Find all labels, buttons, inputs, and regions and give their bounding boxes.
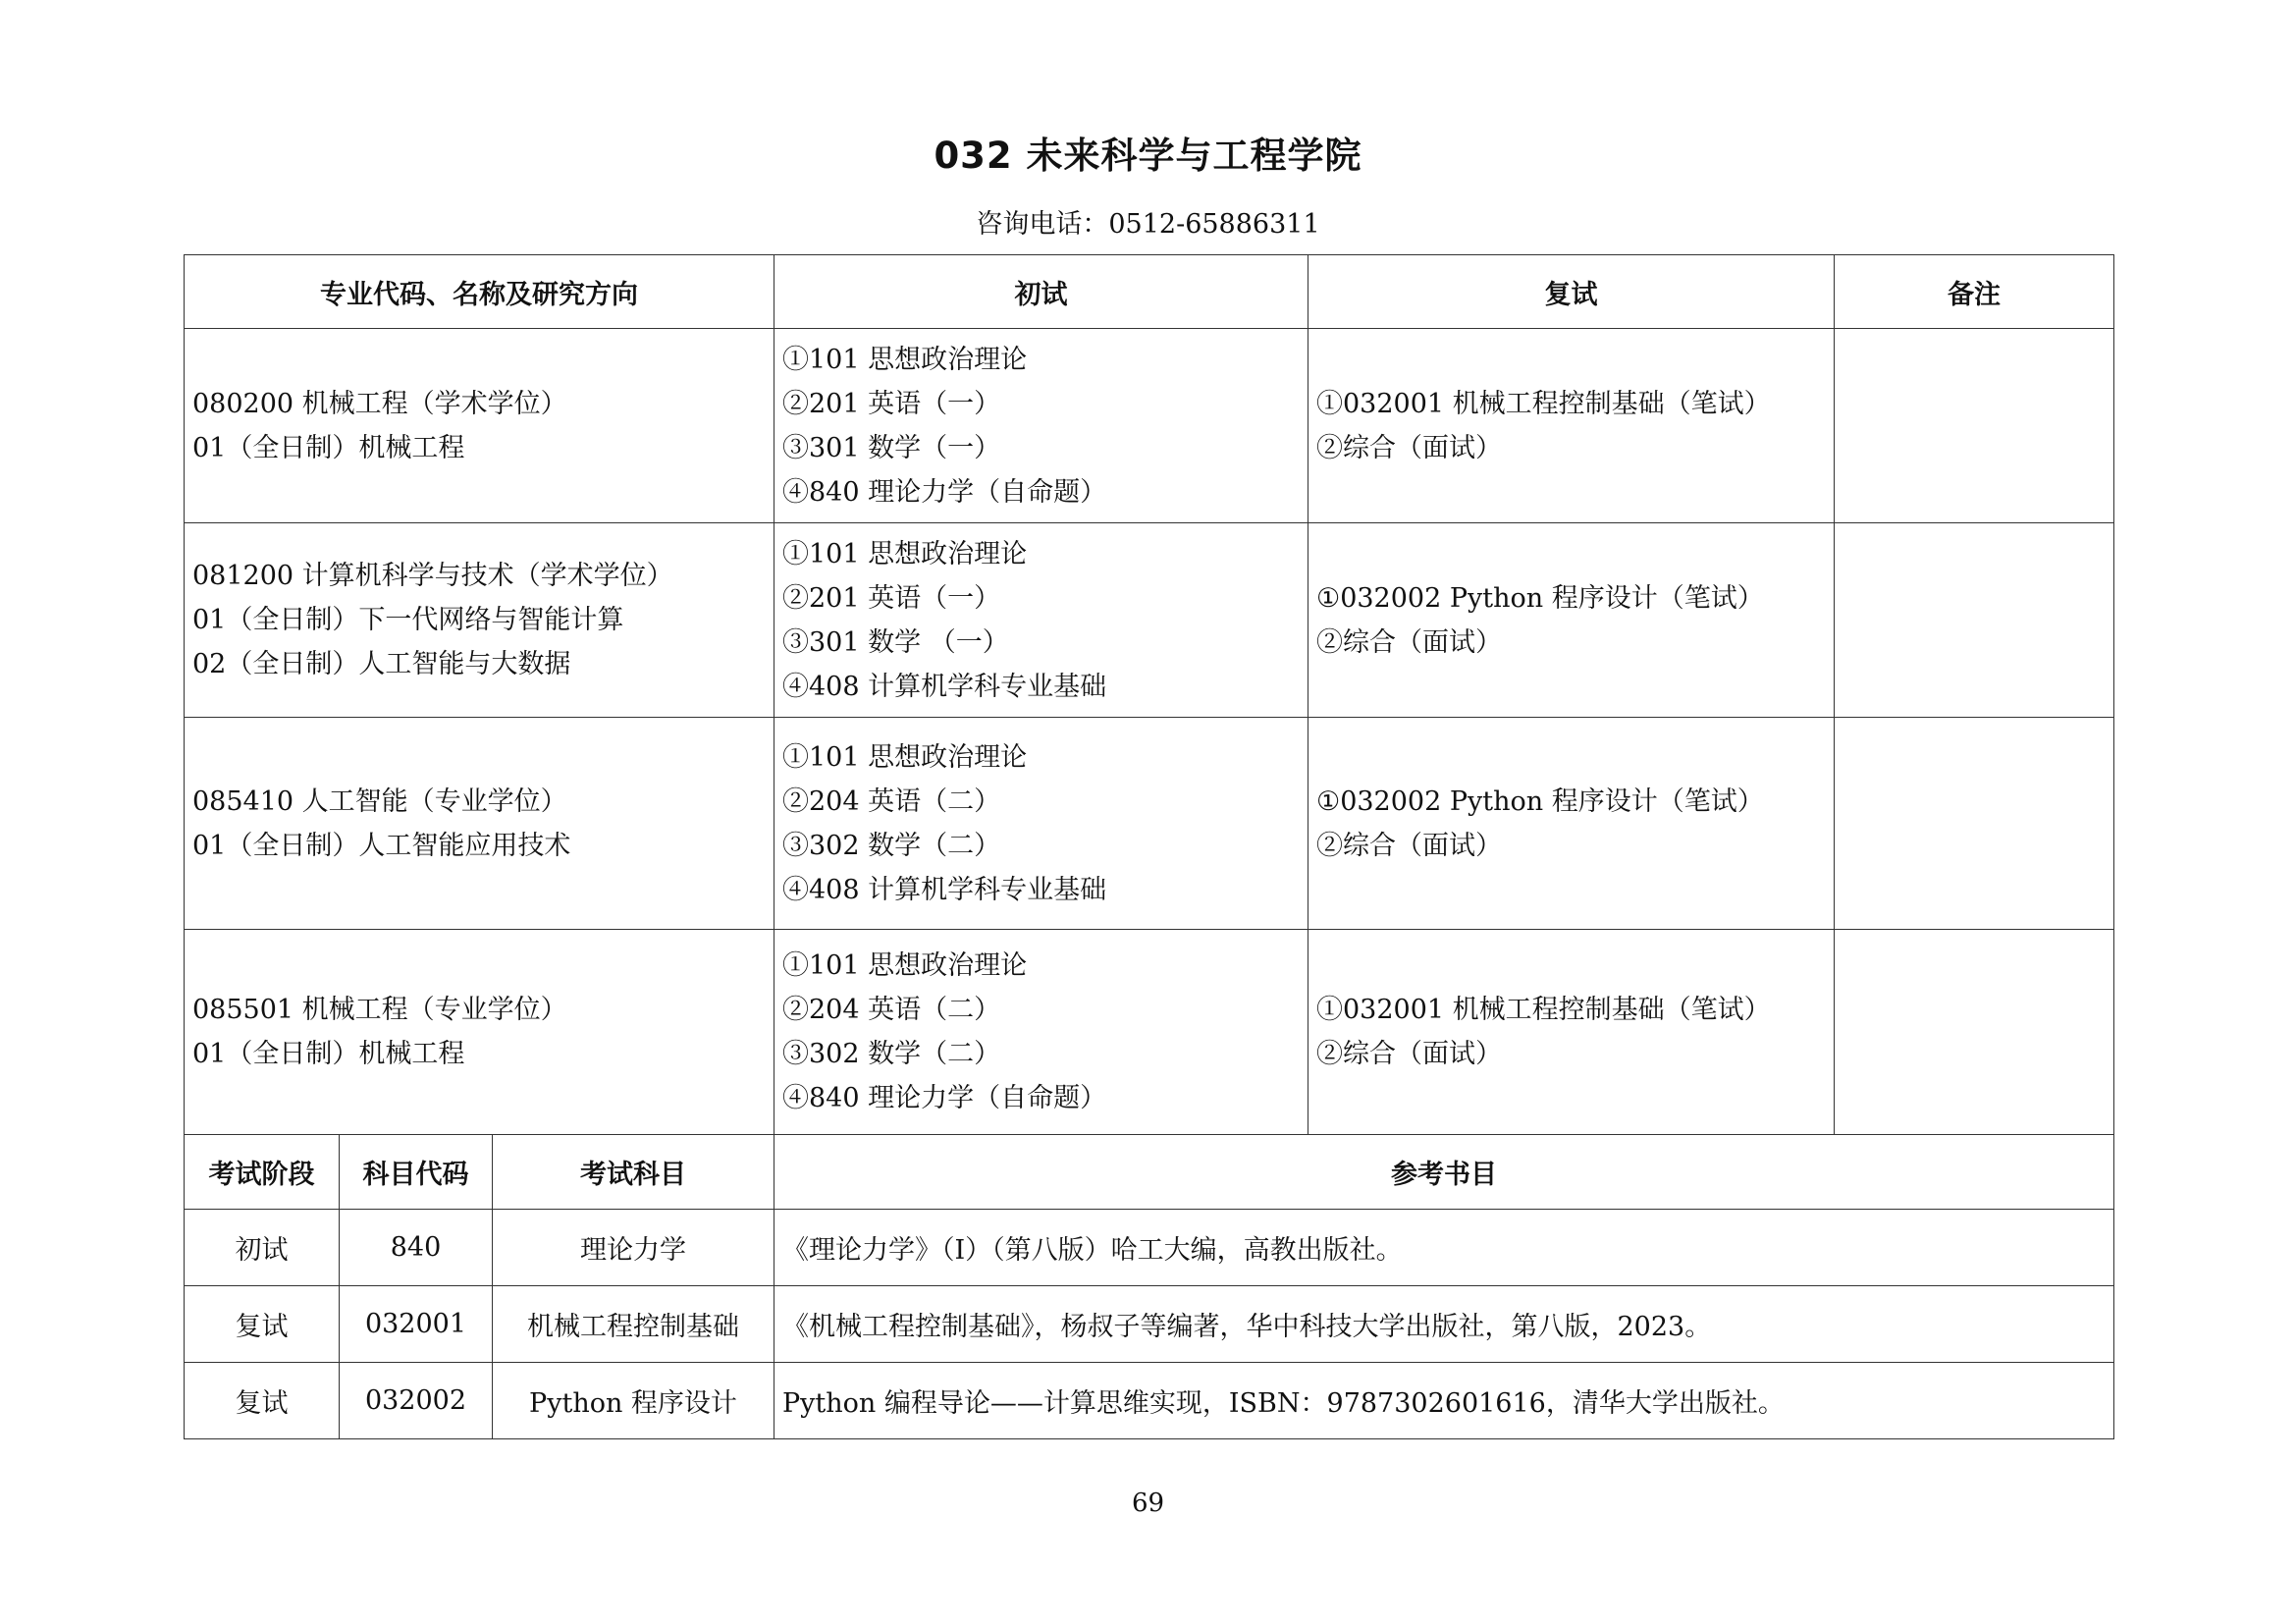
major-line: 01（全日制）人工智能应用技术 bbox=[192, 830, 571, 861]
exam-line: ①101 思想政治理论 bbox=[782, 344, 1028, 375]
exam-line: ④840 理论力学（自命题） bbox=[782, 476, 1107, 508]
exam-line: ④840 理论力学（自命题） bbox=[782, 1083, 1107, 1113]
exam-line: ①101 思想政治理论 bbox=[782, 538, 1028, 569]
initial-exam-cell bbox=[774, 329, 1308, 523]
retest-cell bbox=[1308, 930, 1835, 1135]
header-remark: 备注 bbox=[1835, 255, 2114, 329]
major-line: 080200 机械工程（学术学位） bbox=[192, 388, 567, 419]
retest-line: ②综合（面试） bbox=[1316, 1039, 1502, 1069]
major-line: 085410 人工智能（专业学位） bbox=[192, 785, 567, 817]
stage-cell: 复试 bbox=[185, 1363, 340, 1439]
remark-cell bbox=[1835, 930, 2114, 1135]
retest-line: ①032001 机械工程控制基础（笔试） bbox=[1316, 995, 1771, 1025]
retest-line: ②综合（面试） bbox=[1316, 830, 1502, 861]
exam-line: ③301 数学 （一） bbox=[782, 626, 1009, 658]
major-cell bbox=[185, 329, 774, 523]
header-exam-subject: 考试科目 bbox=[493, 1134, 774, 1210]
retest-line: ①032002 Python 程序设计（笔试） bbox=[1316, 785, 1764, 817]
programs-table-header bbox=[185, 255, 2114, 329]
stage-cell: 初试 bbox=[185, 1210, 340, 1286]
exam-line: ④408 计算机学科专业基础 bbox=[782, 671, 1107, 702]
remark-cell bbox=[1835, 329, 2114, 523]
table-row bbox=[185, 930, 2114, 1135]
header-initial-exam: 初试 bbox=[774, 255, 1308, 329]
code-cell: 032001 bbox=[340, 1286, 493, 1363]
code-cell: 840 bbox=[340, 1210, 493, 1286]
major-line: 02（全日制）人工智能与大数据 bbox=[192, 649, 571, 679]
exam-line: ②204 英语（二） bbox=[782, 995, 1001, 1025]
major-cell bbox=[185, 718, 774, 930]
exam-line: ②201 英语（一） bbox=[782, 388, 1001, 419]
contact-phone: 咨询电话：0512-65886311 bbox=[976, 209, 1320, 240]
table-row bbox=[185, 718, 2114, 930]
reference-books-table bbox=[184, 1134, 2114, 1439]
retest-line: ②综合（面试） bbox=[1316, 626, 1502, 658]
table-row bbox=[185, 523, 2114, 718]
subject-cell: Python 程序设计 bbox=[493, 1363, 774, 1439]
table-row bbox=[185, 1210, 2114, 1286]
remark-cell bbox=[1835, 523, 2114, 718]
stage-cell: 复试 bbox=[185, 1286, 340, 1363]
major-cell bbox=[185, 930, 774, 1135]
major-line: 01（全日制）下一代网络与智能计算 bbox=[192, 605, 624, 635]
exam-line: ③302 数学（二） bbox=[782, 1039, 1001, 1069]
programs-table bbox=[184, 254, 2114, 1135]
retest-cell bbox=[1308, 523, 1835, 718]
initial-exam-cell bbox=[774, 930, 1308, 1135]
exam-line: ②204 英语（二） bbox=[782, 785, 1001, 817]
header-major: 专业代码、名称及研究方向 bbox=[185, 255, 774, 329]
header-exam-stage: 考试阶段 bbox=[185, 1134, 340, 1210]
book-cell: Python 编程导论——计算思维实现，ISBN：9787302601616，清华大学出版社。 bbox=[774, 1363, 2114, 1439]
exam-line: ①101 思想政治理论 bbox=[782, 741, 1028, 773]
retest-cell bbox=[1308, 329, 1835, 523]
page-number: 69 bbox=[1131, 1489, 1165, 1518]
major-line: 081200 计算机科学与技术（学术学位） bbox=[192, 561, 673, 591]
retest-line: ①032001 机械工程控制基础（笔试） bbox=[1316, 388, 1771, 419]
initial-exam-cell bbox=[774, 523, 1308, 718]
table-row bbox=[185, 329, 2114, 523]
subject-cell: 理论力学 bbox=[493, 1210, 774, 1286]
exam-line: ④408 计算机学科专业基础 bbox=[782, 874, 1107, 905]
book-cell: 《机械工程控制基础》，杨叔子等编著，华中科技大学出版社，第八版，2023。 bbox=[774, 1286, 2114, 1363]
major-line: 01（全日制）机械工程 bbox=[192, 1039, 465, 1069]
header-reference-books: 参考书目 bbox=[774, 1134, 2114, 1210]
exam-line: ②201 英语（一） bbox=[782, 582, 1001, 614]
exam-line: ③302 数学（二） bbox=[782, 830, 1001, 861]
page-title: 032 未来科学与工程学院 bbox=[934, 135, 1362, 177]
major-cell bbox=[185, 523, 774, 718]
exam-line: ①101 思想政治理论 bbox=[782, 950, 1028, 981]
remark-cell bbox=[1835, 718, 2114, 930]
retest-cell bbox=[1308, 718, 1835, 930]
header-subject-code: 科目代码 bbox=[340, 1134, 493, 1210]
header-retest: 复试 bbox=[1308, 255, 1835, 329]
code-cell: 032002 bbox=[340, 1363, 493, 1439]
subject-cell: 机械工程控制基础 bbox=[493, 1286, 774, 1363]
retest-line: ②综合（面试） bbox=[1316, 432, 1502, 463]
table-row bbox=[185, 1286, 2114, 1363]
exam-line: ③301 数学（一） bbox=[782, 432, 1001, 463]
table-row bbox=[185, 1363, 2114, 1439]
retest-line: ①032002 Python 程序设计（笔试） bbox=[1316, 582, 1764, 614]
major-line: 085501 机械工程（专业学位） bbox=[192, 995, 567, 1025]
initial-exam-cell bbox=[774, 718, 1308, 930]
book-cell: 《理论力学》（I）（第八版）哈工大编，高教出版社。 bbox=[774, 1210, 2114, 1286]
major-line: 01（全日制）机械工程 bbox=[192, 432, 465, 463]
books-table-header bbox=[185, 1134, 2114, 1210]
